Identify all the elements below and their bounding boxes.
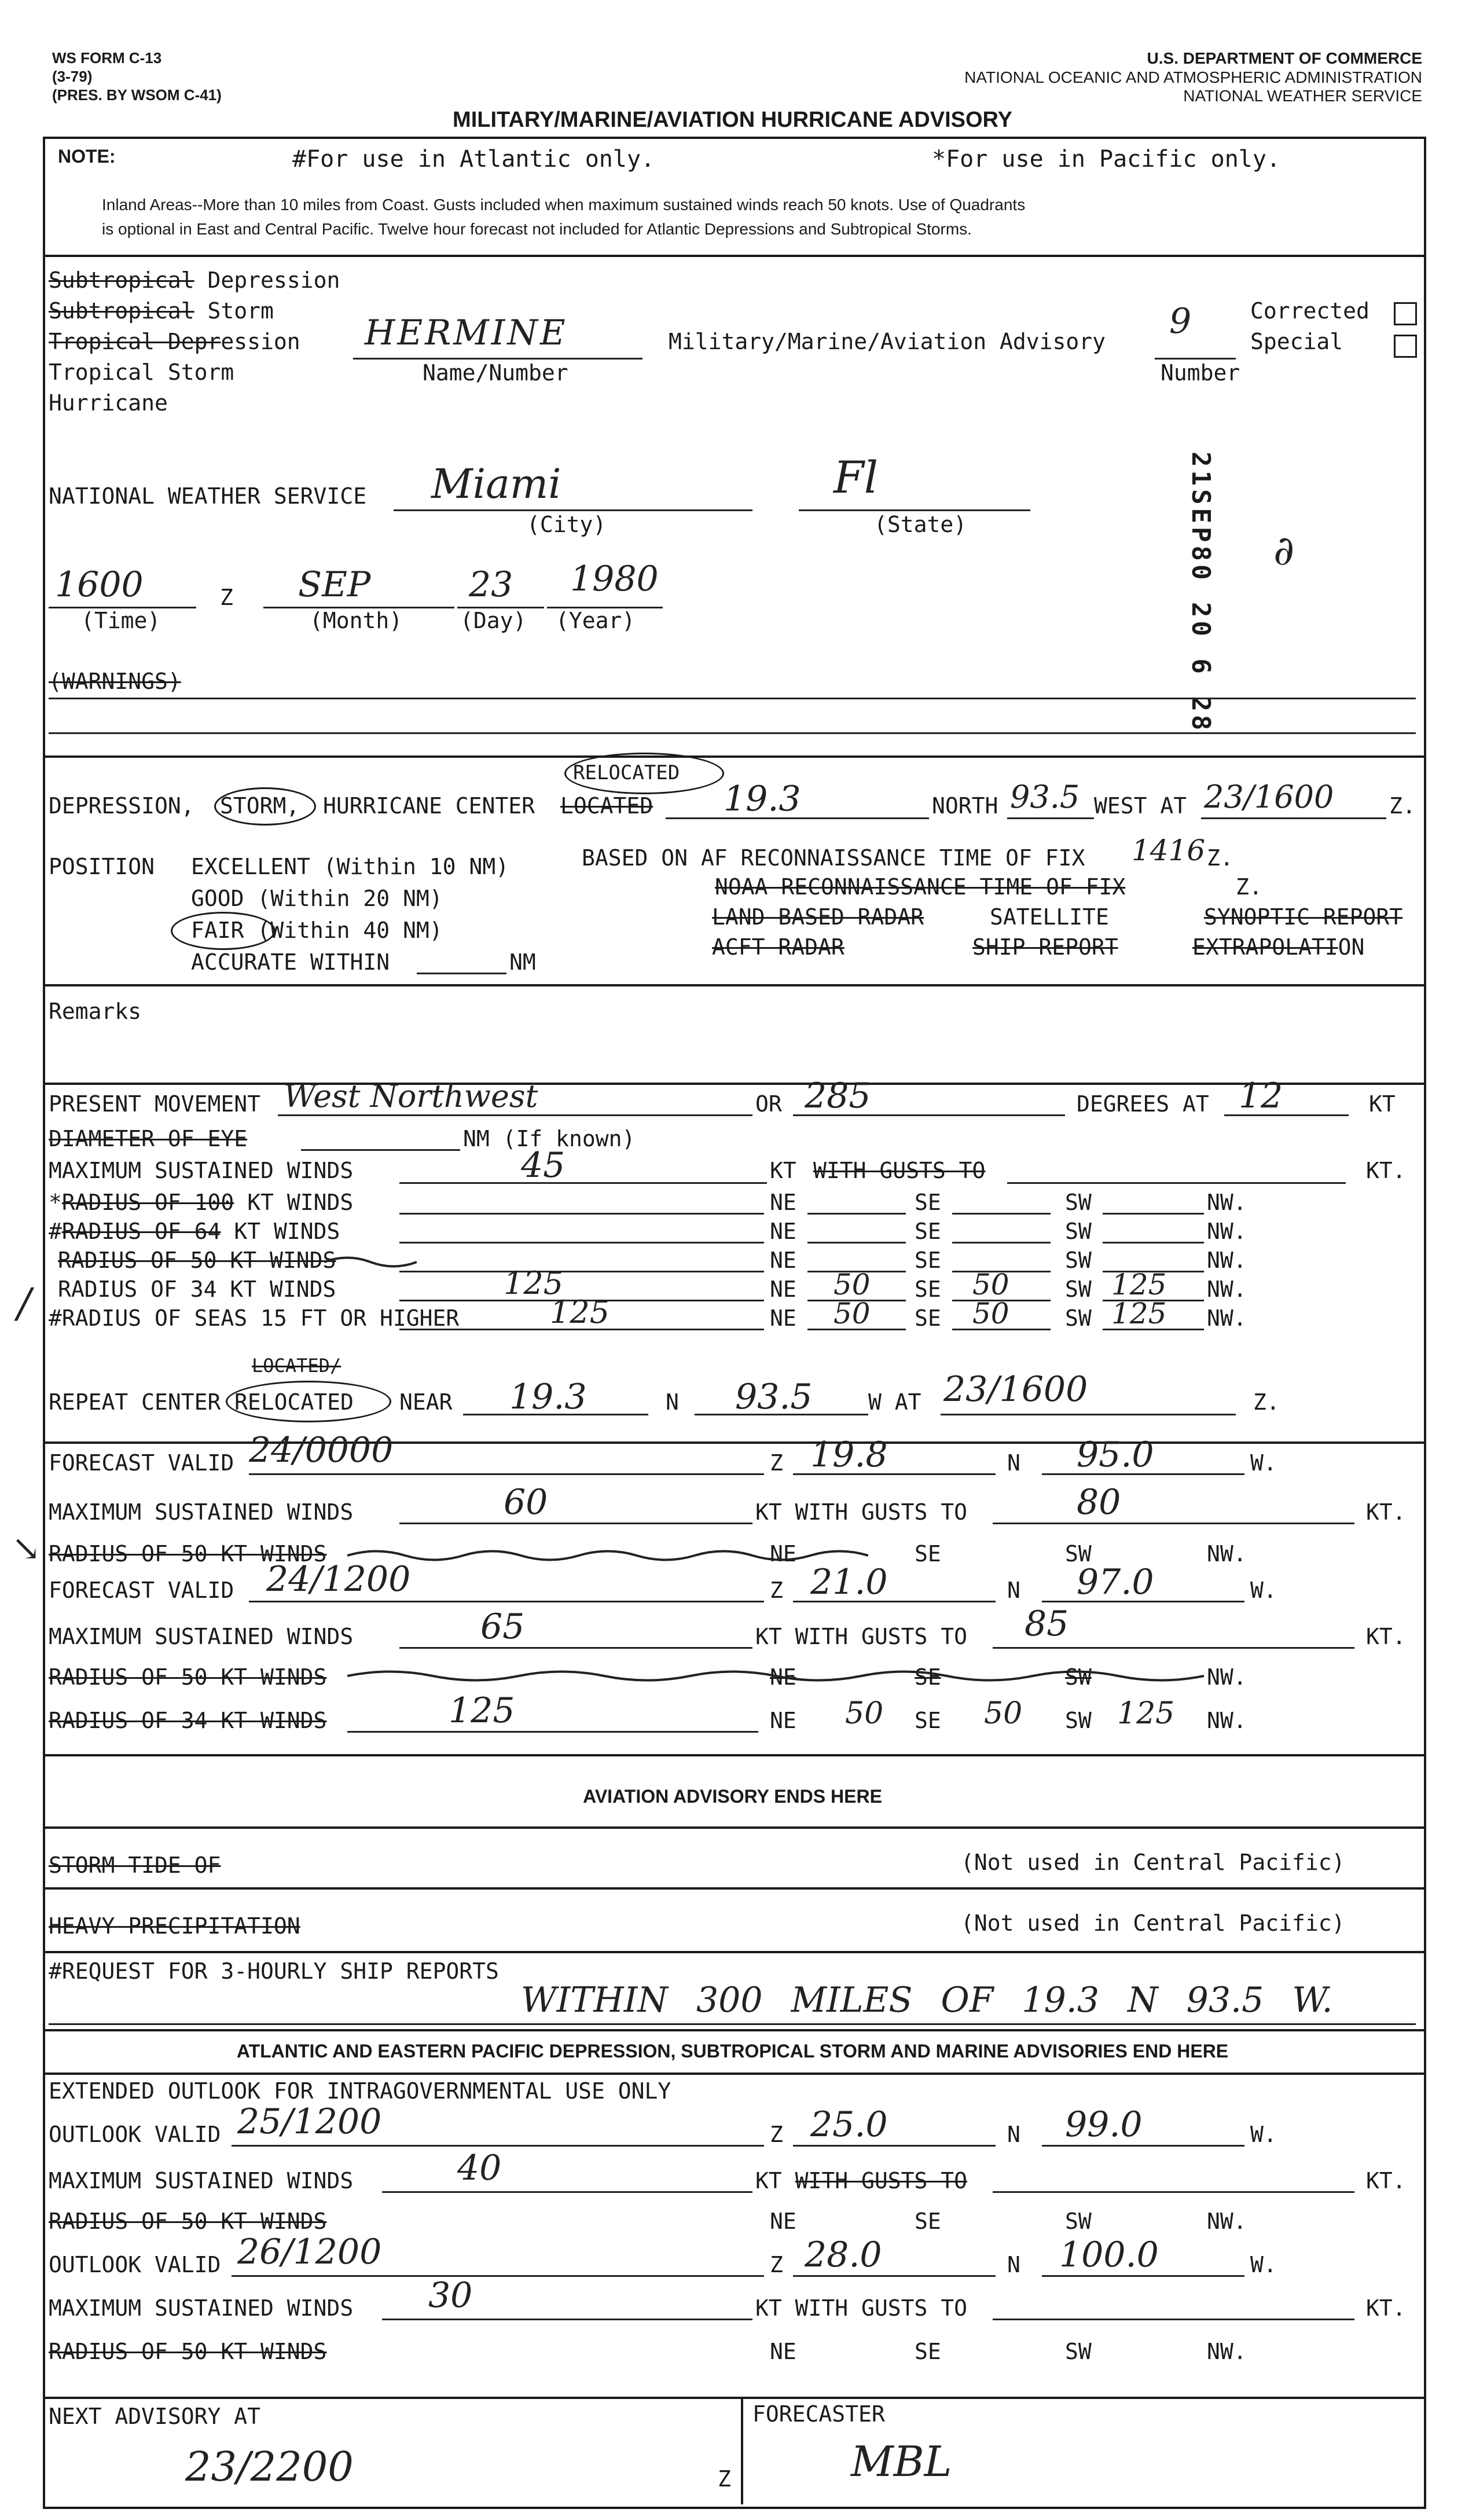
movement-speed-line xyxy=(1224,1114,1349,1116)
warnings-line-1 xyxy=(49,698,1416,699)
day-value[interactable]: 23 xyxy=(469,564,513,605)
movement-label: PRESENT MOVEMENT xyxy=(49,1091,261,1117)
forecast1-n: N xyxy=(1007,1450,1020,1476)
forecast2-r34-se: SE xyxy=(915,1708,941,1733)
city-line xyxy=(394,509,752,511)
max-winds-kt-end: KT. xyxy=(1366,1158,1406,1183)
quadrant-nw-label: NW. xyxy=(1207,1305,1247,1331)
note-label: NOTE: xyxy=(58,146,116,167)
radius-line xyxy=(399,1271,764,1272)
acft-radar: ACFT RADAR xyxy=(712,934,845,960)
quadrant-se-label: SE xyxy=(915,1219,941,1244)
movement-direction-value[interactable]: West Northwest xyxy=(284,1078,538,1114)
forecast2-w: W. xyxy=(1250,1578,1277,1603)
forecast1-ne: NE xyxy=(770,1541,796,1567)
outlook1-lat-value[interactable]: 25.0 xyxy=(810,2104,888,2145)
state-line xyxy=(799,509,1030,511)
fix-time-value[interactable]: 1416 xyxy=(1132,834,1206,867)
quadrant-ne-value[interactable]: 50 xyxy=(834,1268,871,1301)
radius-line xyxy=(399,1329,764,1330)
quadrant-ne-value[interactable]: 50 xyxy=(834,1297,871,1330)
center-hurricane: HURRICANE CENTER xyxy=(323,793,535,819)
movement-deg-line xyxy=(793,1114,1065,1116)
forecast2-kt: KT. xyxy=(1366,1624,1406,1649)
center-lat-line xyxy=(666,817,929,819)
center-storm: STORM, xyxy=(220,793,300,819)
forecast1-sw: SW xyxy=(1065,1541,1092,1567)
marine-ends: ATLANTIC AND EASTERN PACIFIC DEPRESSION, SUBTROPICAL STORM AND MARINE ADVISORIES END HERE xyxy=(236,2041,1229,2062)
outlook1-z: Z xyxy=(770,2122,783,2147)
forecast2-r50-nw: NW. xyxy=(1207,1664,1247,1690)
radius-64: #RADIUS OF 64 KT WINDS xyxy=(49,1219,340,1244)
position-nm: NM xyxy=(509,949,536,975)
special-checkbox[interactable] xyxy=(1394,335,1417,358)
nws-label: NATIONAL WEATHER SERVICE xyxy=(49,483,367,509)
remarks-label: Remarks xyxy=(49,999,142,1024)
forecast1-w: W. xyxy=(1250,1450,1277,1476)
subtropical-storm: Subtropical Storm xyxy=(49,298,274,324)
repeat-relocated: RELOCATED xyxy=(234,1389,354,1415)
degrees-at: DEGREES AT xyxy=(1077,1091,1209,1117)
name-number-label: Name/Number xyxy=(423,360,568,386)
outlook1-winds-value[interactable]: 40 xyxy=(457,2148,502,2188)
advisory-label: Military/Marine/Aviation Advisory xyxy=(669,329,1106,354)
forecast2-z: Z xyxy=(770,1578,783,1603)
outlook2-nw: NW. xyxy=(1207,2339,1247,2364)
position-accurate: ACCURATE WITHIN xyxy=(191,949,390,975)
note-pacific: *For use in Pacific only. xyxy=(932,146,1281,173)
divider xyxy=(43,2073,1424,2075)
tropical-storm: Tropical Storm xyxy=(49,360,234,385)
quadrant-se-line xyxy=(952,1213,1051,1215)
city-label: (City) xyxy=(527,512,607,537)
quadrant-se-line xyxy=(952,1242,1051,1244)
outlook1-w: W. xyxy=(1250,2122,1277,2147)
repeat-located: LOCATED/ xyxy=(252,1355,342,1377)
forecast2-gusts-label: KT WITH GUSTS TO xyxy=(755,1624,968,1649)
outlook2-z: Z xyxy=(770,2252,783,2277)
repeat-time-line xyxy=(941,1414,1236,1415)
forecast1-lat-line xyxy=(793,1473,996,1475)
quadrant-nw-label: NW. xyxy=(1207,1219,1247,1244)
quadrant-se-label: SE xyxy=(915,1190,941,1215)
center-depression: DEPRESSION, xyxy=(49,793,194,819)
service-name: NATIONAL WEATHER SERVICE xyxy=(1183,87,1422,105)
forecast2-r50-label: RADIUS OF 50 KT WINDS xyxy=(49,1664,327,1690)
relocated-circle xyxy=(564,753,724,794)
form-date: (3-79) xyxy=(52,68,93,85)
forecast2-r34-ne-value[interactable]: 50 xyxy=(845,1696,884,1731)
quadrant-sw-value[interactable]: 125 xyxy=(1111,1297,1167,1330)
aviation-ends: AVIATION ADVISORY ENDS HERE xyxy=(583,1786,882,1807)
year-value[interactable]: 1980 xyxy=(570,559,659,599)
outlook2-winds-label: MAXIMUM SUSTAINED WINDS xyxy=(49,2295,354,2321)
max-winds-line xyxy=(399,1182,767,1184)
city-value[interactable]: Miami xyxy=(431,460,561,508)
note-line-2: is optional in East and Central Pacific. Twelve hour forecast not included for Atlantic Depressions and Subtropical Storms. xyxy=(102,220,972,238)
radius-100: *RADIUS OF 100 KT WINDS xyxy=(49,1190,354,1215)
fix-z: Z. xyxy=(1207,845,1233,871)
radius-34: RADIUS OF 34 KT WINDS xyxy=(58,1276,336,1302)
quadrant-ne-label: NE xyxy=(770,1248,796,1273)
initials-mark: ∂ xyxy=(1273,527,1295,574)
number-label: Number xyxy=(1161,360,1240,386)
radius-50: RADIUS OF 50 KT WINDS xyxy=(58,1248,336,1273)
divider xyxy=(43,2029,1424,2031)
quadrant-sw-label: SW xyxy=(1065,1248,1092,1273)
year-label: (Year) xyxy=(556,608,636,633)
outlook2-n: N xyxy=(1007,2252,1020,2277)
extended-label: EXTENDED OUTLOOK FOR INTRAGOVERNMENTAL USE ONLY xyxy=(49,2078,671,2104)
divider xyxy=(43,984,1424,986)
forecast2-label: FORECAST VALID xyxy=(49,1578,234,1603)
z-label: Z xyxy=(220,585,233,610)
outlook1-ne: NE xyxy=(770,2209,796,2234)
max-winds-label: MAXIMUM SUSTAINED WINDS xyxy=(49,1158,354,1183)
month-value[interactable]: SEP xyxy=(298,564,371,605)
eye-label: DIAMETER OF EYE xyxy=(49,1126,248,1151)
land-based-radar: LAND BASED RADAR xyxy=(712,904,924,930)
noaa-recon: NOAA RECONNAISSANCE TIME OF FIX xyxy=(715,874,1126,900)
extrapolation: EXTRAPOLATION xyxy=(1192,934,1365,960)
center-west-at: WEST AT xyxy=(1094,793,1187,819)
center-z: Z. xyxy=(1389,793,1416,819)
quadrant-nw-label: NW. xyxy=(1207,1190,1247,1215)
outlook2-sw: SW xyxy=(1065,2339,1092,2364)
outlook2-lat-line xyxy=(793,2275,996,2277)
department-name: U.S. DEPARTMENT OF COMMERCE xyxy=(1147,49,1422,67)
repeat-n: N xyxy=(666,1389,679,1415)
forecast1-z: Z xyxy=(770,1450,783,1476)
forecast2-winds-label: MAXIMUM SUSTAINED WINDS xyxy=(49,1624,354,1649)
quadrant-sw-value[interactable]: 125 xyxy=(1111,1268,1167,1301)
repeat-lat-value[interactable]: 19.3 xyxy=(509,1377,587,1417)
storm-tide-note: (Not used in Central Pacific) xyxy=(961,1850,1345,1875)
outlook2-winds-value[interactable]: 30 xyxy=(428,2275,473,2316)
repeat-lat-line xyxy=(463,1414,648,1415)
outlook2-lon-value[interactable]: 100.0 xyxy=(1059,2235,1159,2275)
form-id: WS FORM C-13 xyxy=(52,49,162,67)
outlook2-label: OUTLOOK VALID xyxy=(49,2252,221,2277)
wavy-strike xyxy=(347,1547,868,1564)
fair-text: FAIR xyxy=(191,918,244,943)
noaa-z: Z. xyxy=(1236,874,1262,900)
divider xyxy=(43,1951,1424,1953)
forecast1-nw: NW. xyxy=(1207,1541,1247,1567)
heavy-precip-label: HEAVY PRECIPITATION xyxy=(49,1913,300,1939)
max-winds-value[interactable]: 45 xyxy=(521,1145,566,1186)
outlook2-kt: KT. xyxy=(1366,2295,1406,2321)
storm-tide-label: STORM TIDE OF xyxy=(49,1853,221,1878)
radius-seas: #RADIUS OF SEAS 15 FT OR HIGHER xyxy=(49,1305,460,1331)
forecast2-winds-line xyxy=(399,1647,752,1649)
state-value[interactable]: Fl xyxy=(834,452,879,503)
forecast2-r34-ne: NE xyxy=(770,1708,796,1733)
movement-kt: KT xyxy=(1369,1091,1396,1117)
wavy-strike xyxy=(347,1667,1204,1685)
note-line-1: Inland Areas--More than 10 miles from Coast. Gusts included when maximum sustained winds reach 50 knots. Use of Quadrants xyxy=(102,196,1026,214)
quadrant-sw-line xyxy=(1103,1213,1204,1215)
radius-seas-value[interactable]: 125 xyxy=(550,1294,610,1330)
quadrant-sw-label: SW xyxy=(1065,1305,1092,1331)
outlook1-lon-value[interactable]: 99.0 xyxy=(1065,2104,1143,2145)
forecast2-gusts-value[interactable]: 85 xyxy=(1025,1604,1069,1644)
hurricane: Hurricane xyxy=(49,390,168,416)
eye-line xyxy=(301,1149,460,1151)
forecast1-gusts-value[interactable]: 80 xyxy=(1077,1482,1121,1523)
corrected-label: Corrected xyxy=(1250,298,1369,324)
forecast2-lon-value[interactable]: 97.0 xyxy=(1077,1562,1154,1602)
outlook2-lon-line xyxy=(1042,2275,1244,2277)
center-time-line xyxy=(1201,817,1386,819)
time-value[interactable]: 1600 xyxy=(55,564,144,605)
position-label: POSITION xyxy=(49,854,155,879)
advisory-line xyxy=(1155,358,1236,360)
outlook1-lat-line xyxy=(793,2145,996,2147)
advisory-number-value[interactable]: 9 xyxy=(1169,301,1192,342)
repeat-lon-value[interactable]: 93.5 xyxy=(735,1377,813,1417)
movement-or: OR xyxy=(755,1091,782,1117)
tropical-depression: Tropical Depression xyxy=(49,329,300,354)
movement-speed-value[interactable]: 12 xyxy=(1239,1076,1283,1116)
accurate-line xyxy=(417,973,506,974)
quadrant-sw-label: SW xyxy=(1065,1190,1092,1215)
repeat-lon-line xyxy=(695,1414,868,1415)
warnings-line-2 xyxy=(49,732,1416,734)
repeat-relocated-circle xyxy=(226,1381,391,1422)
divider xyxy=(43,755,1424,758)
forecast2-r34-label: RADIUS OF 34 KT WINDS xyxy=(49,1708,327,1733)
center-lon-line xyxy=(1007,817,1094,819)
ship-request-label: #REQUEST FOR 3-HOURLY SHIP REPORTS xyxy=(49,1958,499,1984)
outlook2-time-value[interactable]: 26/1200 xyxy=(237,2232,382,2272)
quadrant-se-value[interactable]: 50 xyxy=(972,1297,1009,1330)
outlook1-winds-label: MAXIMUM SUSTAINED WINDS xyxy=(49,2168,354,2193)
center-located: LOCATED xyxy=(560,793,653,819)
gusts-line xyxy=(1007,1182,1346,1184)
movement-degrees-value[interactable]: 285 xyxy=(805,1076,871,1116)
outlook1-sw: SW xyxy=(1065,2209,1092,2234)
forecast2-r50-ne: NE xyxy=(770,1664,796,1690)
divider xyxy=(43,1754,1424,1756)
forecast1-label: FORECAST VALID xyxy=(49,1450,234,1476)
position-fair: FAIR (Within 40 NM) xyxy=(191,918,443,943)
outlook2-gusts-line xyxy=(993,2319,1354,2320)
arrow-mark: ↘ xyxy=(12,1528,41,1569)
forecast1-lon-value[interactable]: 95.0 xyxy=(1077,1435,1154,1475)
forecast1-winds-line xyxy=(399,1523,752,1524)
divider xyxy=(43,1887,1424,1890)
eye-nm: NM (If known) xyxy=(463,1126,636,1151)
center-lat-value[interactable]: 19.3 xyxy=(724,779,801,819)
quadrant-sw-line xyxy=(1103,1242,1204,1244)
forecast2-n: N xyxy=(1007,1578,1020,1603)
repeat-z: Z. xyxy=(1253,1389,1280,1415)
quadrant-nw-label: NW. xyxy=(1207,1248,1247,1273)
form-title: MILITARY/MARINE/AVIATION HURRICANE ADVISORY xyxy=(453,108,1012,132)
forecast2-r34-sw-value[interactable]: 125 xyxy=(1117,1696,1175,1731)
outlook2-se: SE xyxy=(915,2339,941,2364)
ship-request-line xyxy=(49,2023,1416,2025)
forecast1-time-value[interactable]: 24/0000 xyxy=(249,1430,394,1470)
radius-line xyxy=(399,1242,764,1244)
quadrant-se-label: SE xyxy=(915,1248,941,1273)
repeat-near: NEAR xyxy=(399,1389,453,1415)
forecast2-time-value[interactable]: 24/1200 xyxy=(266,1559,411,1600)
quadrant-ne-label: NE xyxy=(770,1276,796,1302)
outlook1-lon-line xyxy=(1042,2145,1244,2147)
quadrant-sw-label: SW xyxy=(1065,1219,1092,1244)
divider xyxy=(43,2397,1424,2399)
quadrant-nw-label: NW. xyxy=(1207,1276,1247,1302)
ship-report: SHIP REPORT xyxy=(972,934,1118,960)
quadrant-sw-label: SW xyxy=(1065,1276,1092,1302)
forecast2-gusts-line xyxy=(993,1647,1354,1649)
quadrant-ne-label: NE xyxy=(770,1219,796,1244)
forecast2-r34-nw: NW. xyxy=(1207,1708,1247,1733)
ship-request-value[interactable]: WITHIN 300 MILES OF 19.3 N 93.5 W. xyxy=(521,1980,1333,2020)
next-advisory-value[interactable]: 23/2200 xyxy=(185,2443,354,2490)
forecast1-gusts-label: KT WITH GUSTS TO xyxy=(755,1499,968,1525)
outlook1-label: OUTLOOK VALID xyxy=(49,2122,221,2147)
subtropical-depression: Subtropical Depression xyxy=(49,267,340,293)
fair-circle xyxy=(171,912,276,950)
forecast1-winds-value[interactable]: 60 xyxy=(504,1482,548,1523)
forecast2-winds-value[interactable]: 65 xyxy=(480,1606,525,1647)
forecast1-winds-label: MAXIMUM SUSTAINED WINDS xyxy=(49,1499,354,1525)
quadrant-ne-label: NE xyxy=(770,1190,796,1215)
position-good: GOOD (Within 20 NM) xyxy=(191,886,443,911)
max-winds-kt: KT xyxy=(770,1158,796,1183)
outlook1-kt-gusts: KT WITH GUSTS TO xyxy=(755,2168,968,2193)
storm-name-value[interactable]: HERMINE xyxy=(365,313,568,353)
center-time-value[interactable]: 23/1600 xyxy=(1204,779,1334,815)
storm-name-line xyxy=(353,358,642,360)
forecast2-lat-value[interactable]: 21.0 xyxy=(810,1562,888,1602)
repeat-time-value[interactable]: 23/1600 xyxy=(943,1369,1088,1410)
outlook1-gusts-line xyxy=(993,2191,1354,2193)
outlook1-time-line xyxy=(232,2145,764,2147)
quadrant-se-value[interactable]: 50 xyxy=(972,1268,1009,1301)
forecast1-lat-value[interactable]: 19.8 xyxy=(810,1435,888,1475)
quadrant-se-label: SE xyxy=(915,1276,941,1302)
agency-name: NATIONAL OCEANIC AND ATMOSPHERIC ADMINISTRATION xyxy=(964,68,1422,86)
forecast1-se: SE xyxy=(915,1541,941,1567)
quadrant-ne-line xyxy=(807,1242,906,1244)
day-label: (Day) xyxy=(460,608,527,633)
time-label: (Time) xyxy=(81,608,161,633)
vertical-divider xyxy=(741,2397,743,2504)
corrected-checkbox[interactable] xyxy=(1394,302,1417,325)
divider xyxy=(43,1826,1424,1829)
receipt-stamp: 21SEP80 20 6 28 xyxy=(1186,452,1216,734)
storm-circle xyxy=(214,787,316,826)
outlook1-n: N xyxy=(1007,2122,1020,2147)
note-atlantic: #For use in Atlantic only. xyxy=(292,146,655,173)
center-north: NORTH xyxy=(932,793,998,819)
outlook2-kt-gusts: KT WITH GUSTS TO xyxy=(755,2295,968,2321)
outlook2-radius-label: RADIUS OF 50 KT WINDS xyxy=(49,2339,327,2364)
outlook1-kt: KT. xyxy=(1366,2168,1406,2193)
forecast1-gusts-line xyxy=(993,1523,1354,1524)
outlook1-se: SE xyxy=(915,2209,941,2234)
state-label: (State) xyxy=(874,512,967,537)
forecast2-lat-line xyxy=(793,1601,996,1602)
radius-line xyxy=(399,1213,764,1215)
forecast2-r34-line xyxy=(347,1731,758,1733)
check-mark: / xyxy=(17,1279,31,1327)
warnings-label: (WARNINGS) xyxy=(49,669,181,694)
synoptic-report: SYNOPTIC REPORT xyxy=(1204,904,1403,930)
form-prescribed: (PRES. BY WSOM C-41) xyxy=(52,86,222,104)
next-advisory-label: NEXT ADVISORY AT xyxy=(49,2404,261,2429)
outlook1-time-value[interactable]: 25/1200 xyxy=(237,2101,382,2142)
outlook1-winds-line xyxy=(382,2191,752,2193)
outlook2-winds-line xyxy=(382,2319,752,2320)
position-excellent: EXCELLENT (Within 10 NM) xyxy=(191,854,509,879)
forecast2-time-line xyxy=(249,1601,764,1602)
forecast2-r50-sw: SW xyxy=(1065,1664,1092,1690)
forecast1-radius-label: RADIUS OF 50 KT WINDS xyxy=(49,1541,327,1567)
forecast2-lon-line xyxy=(1042,1601,1244,1602)
forecast1-time-line xyxy=(249,1473,764,1475)
next-advisory-z: Z xyxy=(718,2466,731,2492)
center-relocated: RELOCATED xyxy=(573,761,680,784)
quadrant-ne-label: NE xyxy=(770,1305,796,1331)
outlook1-radius-label: RADIUS OF 50 KT WINDS xyxy=(49,2209,327,2234)
forecaster-value[interactable]: MBL xyxy=(851,2437,952,2486)
repeat-w-at: W AT xyxy=(868,1389,921,1415)
quadrant-ne-line xyxy=(807,1213,906,1215)
forecast1-lon-line xyxy=(1042,1473,1244,1475)
outlook2-time-line xyxy=(232,2275,764,2277)
quadrant-se-label: SE xyxy=(915,1305,941,1331)
forecast2-r50-se: SE xyxy=(915,1664,941,1690)
outlook2-lat-value[interactable]: 28.0 xyxy=(805,2235,882,2275)
outlook2-w: W. xyxy=(1250,2252,1277,2277)
forecast2-r34-value[interactable]: 125 xyxy=(449,1690,515,1731)
wavy-strike xyxy=(324,1253,417,1271)
forecast2-r34-se-value[interactable]: 50 xyxy=(984,1696,1023,1731)
radius-34-value[interactable]: 125 xyxy=(504,1265,564,1301)
divider xyxy=(43,1083,1424,1085)
outlook2-ne: NE xyxy=(770,2339,796,2364)
outlook1-nw: NW. xyxy=(1207,2209,1247,2234)
radius-line xyxy=(399,1300,764,1301)
repeat-label: REPEAT CENTER xyxy=(49,1389,221,1415)
heavy-precip-note: (Not used in Central Pacific) xyxy=(961,1910,1345,1936)
center-lon-value[interactable]: 93.5 xyxy=(1010,779,1080,815)
divider xyxy=(43,255,1424,257)
satellite: SATELLITE xyxy=(990,904,1109,930)
movement-dir-line xyxy=(278,1114,752,1116)
forecaster-label: FORECASTER xyxy=(752,2401,885,2427)
special-label: Special xyxy=(1250,329,1343,354)
forecast2-r34-sw: SW xyxy=(1065,1708,1092,1733)
forecast1-kt: KT. xyxy=(1366,1499,1406,1525)
max-winds-gusts: WITH GUSTS TO xyxy=(813,1158,986,1183)
based-on-af: BASED ON AF RECONNAISSANCE TIME OF FIX xyxy=(582,845,1085,871)
month-label: (Month) xyxy=(310,608,403,633)
